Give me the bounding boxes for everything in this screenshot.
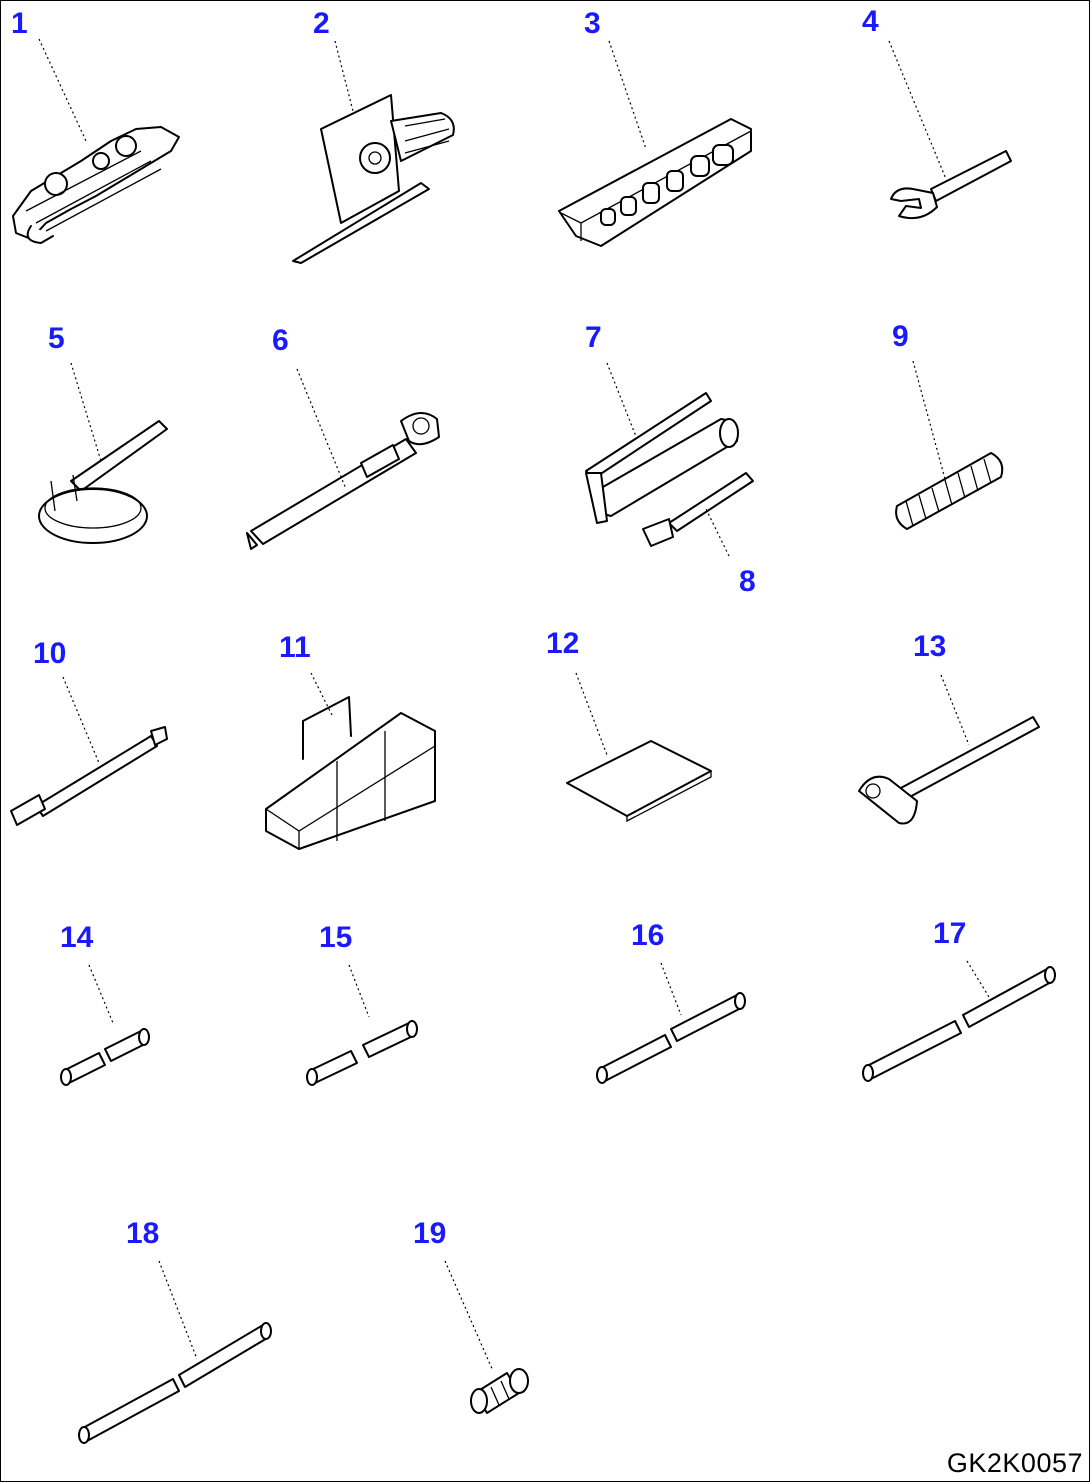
hammer-icon: [859, 717, 1039, 824]
callout-labels: [11, 5, 966, 1250]
extension-bar-icon: [11, 727, 167, 825]
manual-icon: [567, 741, 711, 821]
callout-4: 4: [862, 5, 879, 38]
filter-wrench-icon: [39, 421, 167, 543]
fitting-icon: [471, 1369, 528, 1413]
tool-bag-icon: [266, 697, 435, 849]
callout-12: 12: [546, 627, 580, 660]
screwdriver-icon: [293, 95, 454, 263]
callout-14: 14: [60, 921, 94, 954]
socket-set-icon: [559, 119, 751, 246]
callout-9: 9: [892, 320, 909, 353]
callout-18: 18: [126, 1217, 160, 1250]
callout-17: 17: [933, 917, 967, 950]
pipe-icon: [79, 1323, 271, 1443]
pipe-icon: [61, 1029, 149, 1085]
callout-11: 11: [279, 631, 311, 664]
callout-16: 16: [631, 919, 665, 952]
drawing-code: GK2K0057: [946, 1448, 1083, 1478]
parts-drawing: [1, 1, 1089, 1481]
callout-7: 7: [585, 321, 602, 354]
callout-8: 8: [739, 565, 756, 598]
callout-15: 15: [319, 921, 353, 954]
callout-13: 13: [913, 630, 947, 663]
callout-1: 1: [11, 7, 28, 40]
callout-3: 3: [584, 7, 601, 40]
callout-2: 2: [313, 7, 330, 40]
pipe-icon: [307, 1021, 417, 1085]
open-end-wrench-icon: [891, 151, 1011, 218]
pipe-icon: [597, 993, 745, 1083]
wrench-set-icon: [13, 127, 179, 243]
callout-19: 19: [413, 1217, 447, 1250]
pipe-icon: [863, 967, 1055, 1081]
spring-icon: [896, 453, 1002, 529]
leader-lines: [39, 39, 989, 1371]
callout-10: 10: [33, 637, 67, 670]
callout-5: 5: [48, 322, 65, 355]
callout-6: 6: [272, 324, 289, 357]
